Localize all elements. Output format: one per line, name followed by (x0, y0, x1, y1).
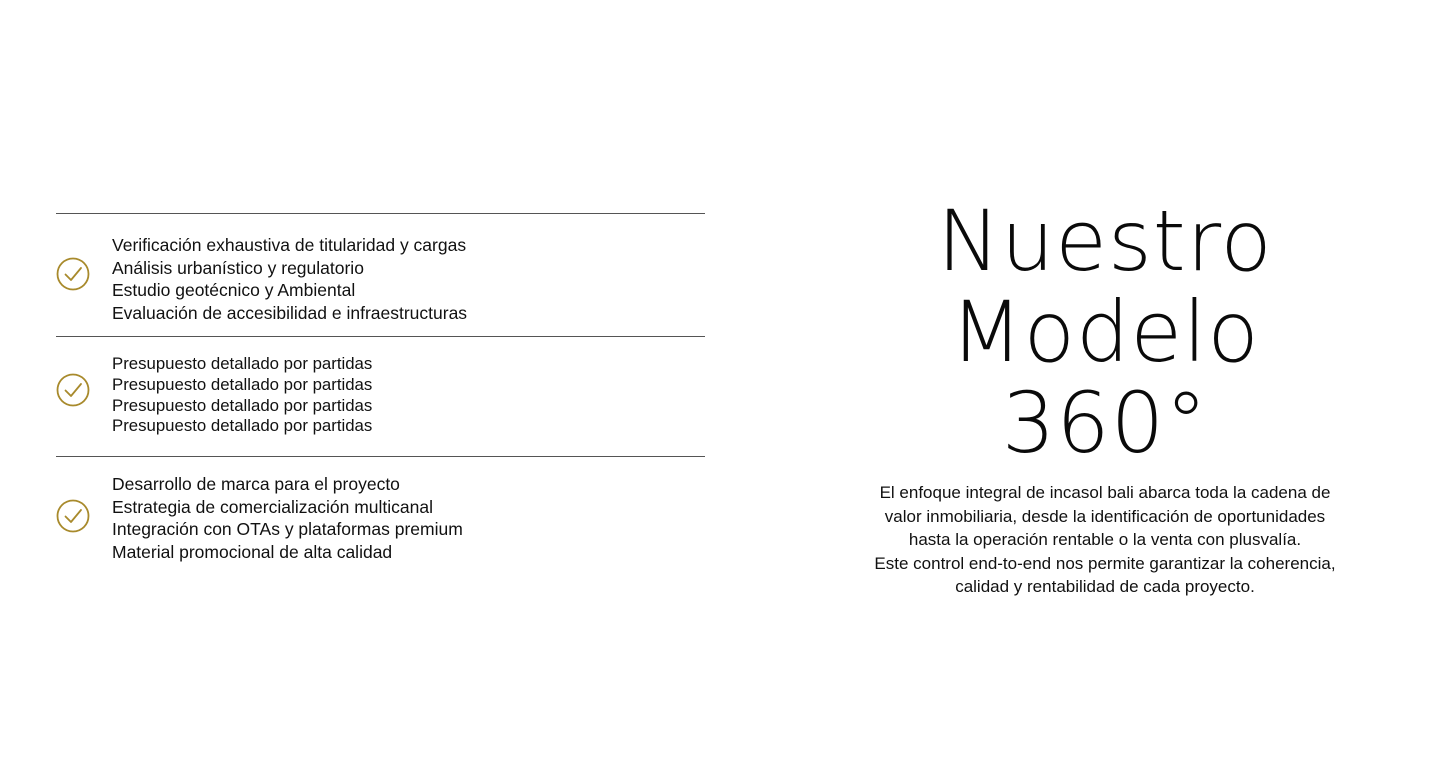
checklist-block-budget (56, 336, 705, 456)
description-line: El enfoque integral de incasol bali abarca toda la cadena de (879, 483, 1331, 502)
description-line: calidad y rentabilidad de cada proyecto. (955, 577, 1255, 596)
check-circle-icon (56, 373, 90, 407)
description-line: valor inmobiliaria, desde la identificación de oportunidades (884, 506, 1326, 526)
title-line: Modelo (950, 283, 1260, 381)
checklist-line: Presupuesto detallado por partidas (112, 395, 373, 415)
checklist-line: Análisis urbanístico y regulatorio (112, 257, 364, 278)
hero (820, 192, 1390, 599)
checklist-lines (112, 473, 463, 563)
description-line: hasta la operación rentable o la venta con plusvalía. (908, 530, 1302, 549)
checklist-line: Estrategia de comercialización multicanal (112, 496, 433, 517)
checklist-line: Presupuesto detallado por partidas (112, 374, 373, 394)
checklist-line: Estudio geotécnico y Ambiental (112, 280, 356, 300)
title-line: Nuestro (937, 192, 1273, 290)
check-circle-icon (56, 499, 90, 533)
checklist-line: Material promocional de alta calidad (112, 541, 393, 562)
description-line: Este control end-to-end nos permite garantizar la coherencia, (874, 553, 1336, 573)
title-line: 360° (1001, 374, 1209, 472)
checklist-block-marketing (56, 456, 705, 576)
checklist-lines (112, 234, 467, 324)
checklist-line: Evaluación de accesibilidad e infraestructuras (112, 302, 468, 323)
check-circle-icon (56, 257, 90, 291)
checklist-line: Integración con OTAs y plataformas premium (112, 519, 463, 539)
checklist (56, 213, 705, 576)
checklist-line: Verificación exhaustiva de titularidad y cargas (112, 235, 467, 255)
page-title (820, 192, 1390, 472)
checklist-line: Desarrollo de marca para el proyecto (112, 474, 400, 494)
hero-description (820, 481, 1390, 599)
checklist-block-due-diligence (56, 213, 705, 336)
checklist-line: Presupuesto detallado por partidas (112, 354, 373, 373)
checklist-lines (112, 354, 372, 437)
checklist-line: Presupuesto detallado por partidas (112, 416, 373, 436)
